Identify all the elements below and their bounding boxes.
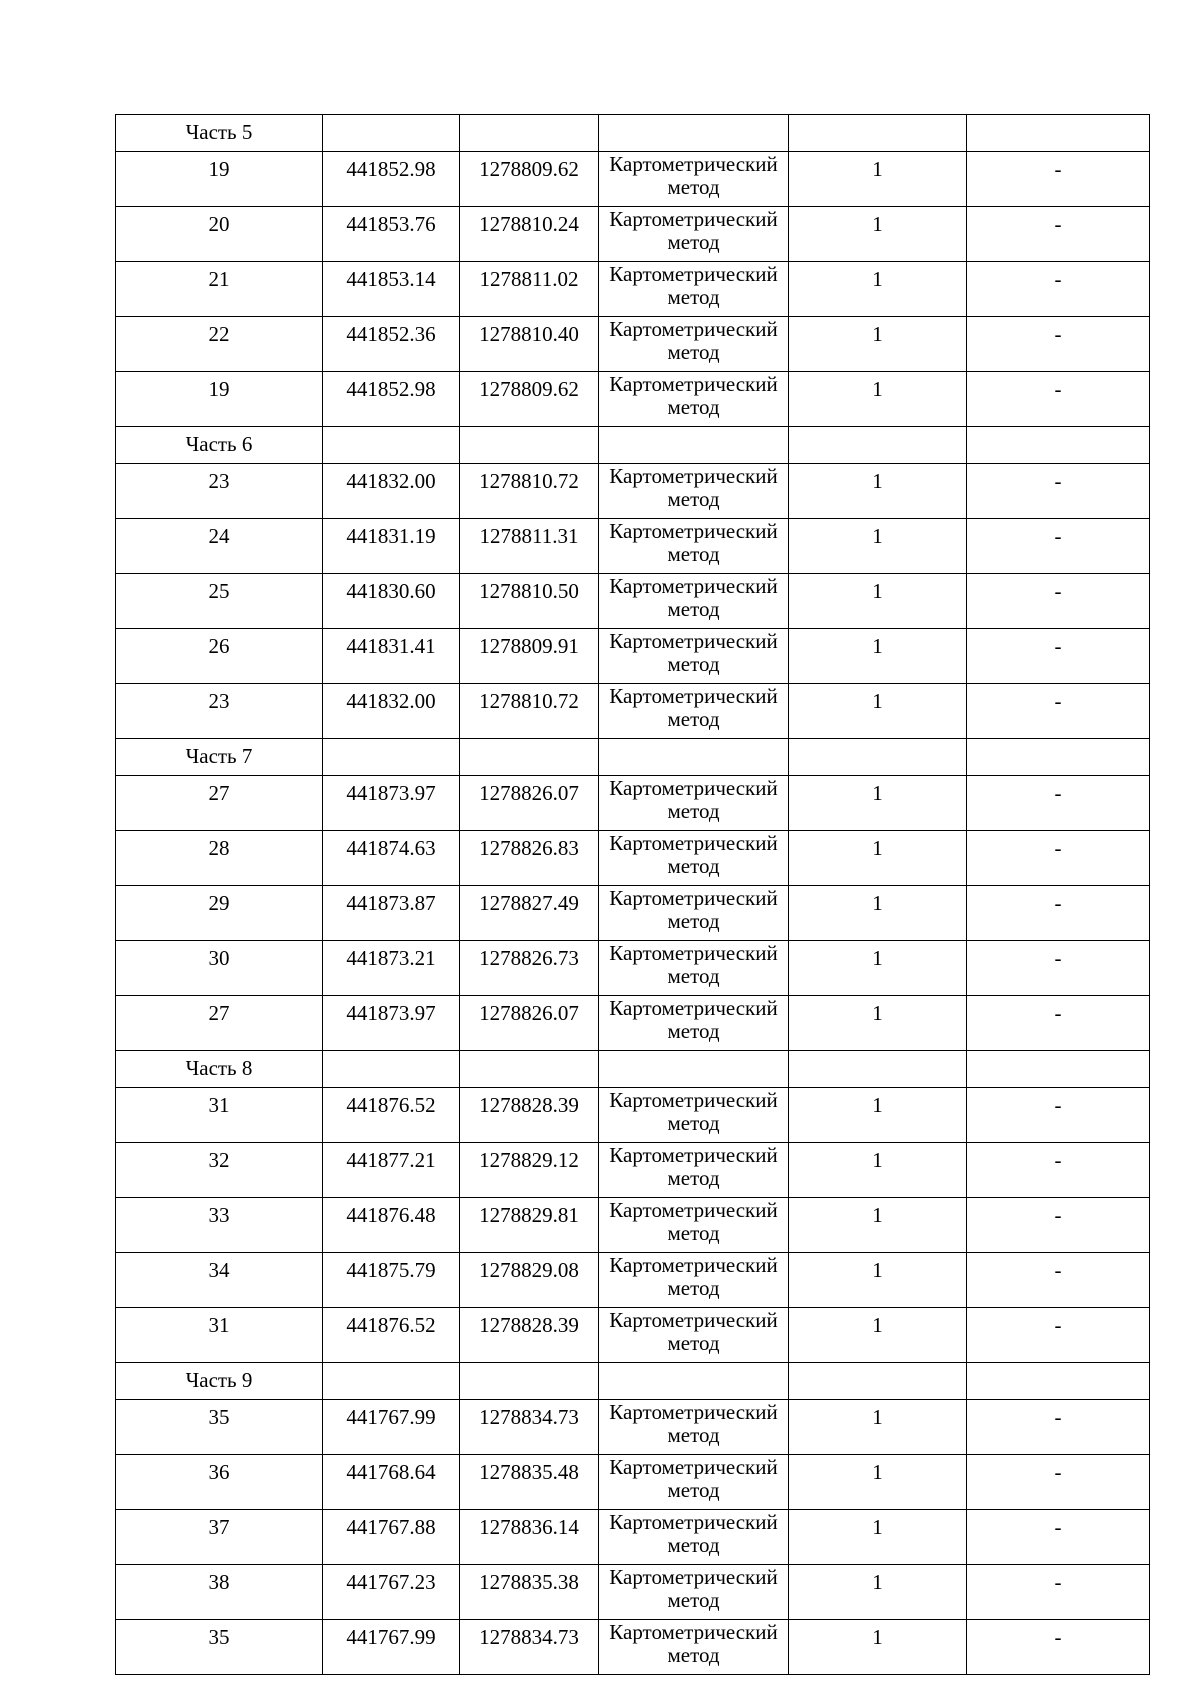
method-cell: Картометрический метод xyxy=(599,1198,789,1253)
accuracy-cell: 1 xyxy=(789,1620,967,1675)
point-number: 37 xyxy=(116,1510,323,1565)
accuracy-cell: 1 xyxy=(789,372,967,427)
note-cell: - xyxy=(967,1198,1150,1253)
accuracy-cell: 1 xyxy=(789,262,967,317)
point-number: 35 xyxy=(116,1400,323,1455)
point-number: 22 xyxy=(116,317,323,372)
method-cell: Картометрический метод xyxy=(599,1400,789,1455)
note-cell: - xyxy=(967,1088,1150,1143)
coord-x: 441873.87 xyxy=(323,886,460,941)
note-cell: - xyxy=(967,464,1150,519)
note-cell: - xyxy=(967,152,1150,207)
coord-x: 441832.00 xyxy=(323,464,460,519)
coord-y: 1278810.40 xyxy=(460,317,599,372)
empty-cell xyxy=(323,427,460,464)
coord-y: 1278810.72 xyxy=(460,464,599,519)
table-row xyxy=(116,1455,1150,1510)
note-cell: - xyxy=(967,1565,1150,1620)
accuracy-cell: 1 xyxy=(789,941,967,996)
part-label: Часть 8 xyxy=(116,1051,323,1088)
note-cell: - xyxy=(967,684,1150,739)
empty-cell xyxy=(460,739,599,776)
point-number: 24 xyxy=(116,519,323,574)
method-cell: Картометрический метод xyxy=(599,519,789,574)
accuracy-cell: 1 xyxy=(789,684,967,739)
coord-x: 441767.99 xyxy=(323,1620,460,1675)
empty-cell xyxy=(323,115,460,152)
method-cell: Картометрический метод xyxy=(599,262,789,317)
coord-y: 1278810.72 xyxy=(460,684,599,739)
accuracy-cell: 1 xyxy=(789,1510,967,1565)
empty-cell xyxy=(599,1051,789,1088)
coord-x: 441831.19 xyxy=(323,519,460,574)
coord-x: 441767.23 xyxy=(323,1565,460,1620)
empty-cell xyxy=(789,1363,967,1400)
coordinates-table xyxy=(115,114,1150,1675)
accuracy-cell: 1 xyxy=(789,1400,967,1455)
table-row xyxy=(116,1088,1150,1143)
note-cell: - xyxy=(967,1510,1150,1565)
coord-y: 1278809.91 xyxy=(460,629,599,684)
coord-x: 441853.76 xyxy=(323,207,460,262)
note-cell: - xyxy=(967,574,1150,629)
point-number: 27 xyxy=(116,776,323,831)
accuracy-cell: 1 xyxy=(789,1565,967,1620)
coord-y: 1278834.73 xyxy=(460,1400,599,1455)
table-row xyxy=(116,629,1150,684)
table-row xyxy=(116,317,1150,372)
accuracy-cell: 1 xyxy=(789,519,967,574)
note-cell: - xyxy=(967,941,1150,996)
coord-y: 1278811.31 xyxy=(460,519,599,574)
note-cell: - xyxy=(967,831,1150,886)
accuracy-cell: 1 xyxy=(789,776,967,831)
accuracy-cell: 1 xyxy=(789,886,967,941)
empty-cell xyxy=(967,739,1150,776)
coord-x: 441876.48 xyxy=(323,1198,460,1253)
table-row xyxy=(116,1308,1150,1363)
method-cell: Картометрический метод xyxy=(599,1088,789,1143)
method-cell: Картометрический метод xyxy=(599,886,789,941)
method-cell: Картометрический метод xyxy=(599,207,789,262)
note-cell: - xyxy=(967,317,1150,372)
point-number: 28 xyxy=(116,831,323,886)
table-row xyxy=(116,1198,1150,1253)
point-number: 29 xyxy=(116,886,323,941)
point-number: 19 xyxy=(116,372,323,427)
empty-cell xyxy=(789,1051,967,1088)
table-row xyxy=(116,1620,1150,1675)
coord-x: 441832.00 xyxy=(323,684,460,739)
empty-cell xyxy=(599,427,789,464)
table-row xyxy=(116,996,1150,1051)
method-cell: Картометрический метод xyxy=(599,1308,789,1363)
table-row xyxy=(116,574,1150,629)
point-number: 35 xyxy=(116,1620,323,1675)
coord-y: 1278828.39 xyxy=(460,1088,599,1143)
method-cell: Картометрический метод xyxy=(599,1143,789,1198)
coord-y: 1278826.73 xyxy=(460,941,599,996)
empty-cell xyxy=(967,427,1150,464)
table-row xyxy=(116,262,1150,317)
accuracy-cell: 1 xyxy=(789,1198,967,1253)
method-cell: Картометрический метод xyxy=(599,574,789,629)
coord-x: 441873.97 xyxy=(323,996,460,1051)
method-cell: Картометрический метод xyxy=(599,996,789,1051)
note-cell: - xyxy=(967,629,1150,684)
point-number: 25 xyxy=(116,574,323,629)
empty-cell xyxy=(460,1363,599,1400)
coord-x: 441830.60 xyxy=(323,574,460,629)
accuracy-cell: 1 xyxy=(789,1088,967,1143)
coord-y: 1278809.62 xyxy=(460,152,599,207)
method-cell: Картометрический метод xyxy=(599,1455,789,1510)
coord-x: 441767.99 xyxy=(323,1400,460,1455)
accuracy-cell: 1 xyxy=(789,1455,967,1510)
empty-cell xyxy=(460,427,599,464)
coord-y: 1278810.50 xyxy=(460,574,599,629)
empty-cell xyxy=(323,739,460,776)
coord-x: 441853.14 xyxy=(323,262,460,317)
point-number: 31 xyxy=(116,1308,323,1363)
part-header-row xyxy=(116,739,1150,776)
empty-cell xyxy=(789,115,967,152)
coord-x: 441875.79 xyxy=(323,1253,460,1308)
method-cell: Картометрический метод xyxy=(599,776,789,831)
point-number: 38 xyxy=(116,1565,323,1620)
note-cell: - xyxy=(967,1620,1150,1675)
point-number: 23 xyxy=(116,684,323,739)
note-cell: - xyxy=(967,1455,1150,1510)
part-header-row xyxy=(116,427,1150,464)
coord-x: 441768.64 xyxy=(323,1455,460,1510)
coord-y: 1278826.07 xyxy=(460,776,599,831)
table-row xyxy=(116,207,1150,262)
table-body xyxy=(116,115,1150,1675)
point-number: 23 xyxy=(116,464,323,519)
accuracy-cell: 1 xyxy=(789,464,967,519)
coord-y: 1278826.07 xyxy=(460,996,599,1051)
point-number: 27 xyxy=(116,996,323,1051)
part-label: Часть 7 xyxy=(116,739,323,776)
coord-y: 1278827.49 xyxy=(460,886,599,941)
table-row xyxy=(116,1565,1150,1620)
empty-cell xyxy=(967,1363,1150,1400)
empty-cell xyxy=(460,1051,599,1088)
table-row xyxy=(116,776,1150,831)
coord-y: 1278811.02 xyxy=(460,262,599,317)
accuracy-cell: 1 xyxy=(789,1253,967,1308)
method-cell: Картометрический метод xyxy=(599,464,789,519)
point-number: 30 xyxy=(116,941,323,996)
coord-y: 1278809.62 xyxy=(460,372,599,427)
note-cell: - xyxy=(967,207,1150,262)
point-number: 21 xyxy=(116,262,323,317)
empty-cell xyxy=(599,1363,789,1400)
point-number: 32 xyxy=(116,1143,323,1198)
point-number: 20 xyxy=(116,207,323,262)
empty-cell xyxy=(599,739,789,776)
coord-y: 1278835.48 xyxy=(460,1455,599,1510)
note-cell: - xyxy=(967,1253,1150,1308)
coord-x: 441767.88 xyxy=(323,1510,460,1565)
point-number: 36 xyxy=(116,1455,323,1510)
accuracy-cell: 1 xyxy=(789,152,967,207)
coord-y: 1278829.08 xyxy=(460,1253,599,1308)
table-row xyxy=(116,152,1150,207)
coord-x: 441873.97 xyxy=(323,776,460,831)
method-cell: Картометрический метод xyxy=(599,317,789,372)
coord-y: 1278835.38 xyxy=(460,1565,599,1620)
note-cell: - xyxy=(967,886,1150,941)
table-row xyxy=(116,1400,1150,1455)
table-row xyxy=(116,831,1150,886)
accuracy-cell: 1 xyxy=(789,207,967,262)
empty-cell xyxy=(967,115,1150,152)
point-number: 34 xyxy=(116,1253,323,1308)
part-header-row xyxy=(116,115,1150,152)
empty-cell xyxy=(789,427,967,464)
table-row xyxy=(116,684,1150,739)
table-row xyxy=(116,1253,1150,1308)
method-cell: Картометрический метод xyxy=(599,1565,789,1620)
empty-cell xyxy=(323,1051,460,1088)
coord-y: 1278810.24 xyxy=(460,207,599,262)
coord-y: 1278828.39 xyxy=(460,1308,599,1363)
note-cell: - xyxy=(967,996,1150,1051)
coord-x: 441852.98 xyxy=(323,372,460,427)
empty-cell xyxy=(460,115,599,152)
table-row xyxy=(116,1510,1150,1565)
coord-x: 441877.21 xyxy=(323,1143,460,1198)
table-row xyxy=(116,1143,1150,1198)
note-cell: - xyxy=(967,1400,1150,1455)
part-label: Часть 5 xyxy=(116,115,323,152)
table-row xyxy=(116,886,1150,941)
accuracy-cell: 1 xyxy=(789,831,967,886)
note-cell: - xyxy=(967,519,1150,574)
part-header-row xyxy=(116,1363,1150,1400)
coord-y: 1278829.81 xyxy=(460,1198,599,1253)
point-number: 33 xyxy=(116,1198,323,1253)
method-cell: Картометрический метод xyxy=(599,684,789,739)
coord-x: 441876.52 xyxy=(323,1088,460,1143)
method-cell: Картометрический метод xyxy=(599,372,789,427)
empty-cell xyxy=(789,739,967,776)
part-header-row xyxy=(116,1051,1150,1088)
accuracy-cell: 1 xyxy=(789,574,967,629)
method-cell: Картометрический метод xyxy=(599,152,789,207)
part-label: Часть 6 xyxy=(116,427,323,464)
method-cell: Картометрический метод xyxy=(599,1253,789,1308)
table-row xyxy=(116,941,1150,996)
coord-x: 441873.21 xyxy=(323,941,460,996)
point-number: 26 xyxy=(116,629,323,684)
note-cell: - xyxy=(967,372,1150,427)
method-cell: Картометрический метод xyxy=(599,1620,789,1675)
empty-cell xyxy=(599,115,789,152)
coord-y: 1278829.12 xyxy=(460,1143,599,1198)
note-cell: - xyxy=(967,1308,1150,1363)
coord-y: 1278836.14 xyxy=(460,1510,599,1565)
table-row xyxy=(116,464,1150,519)
coord-x: 441874.63 xyxy=(323,831,460,886)
method-cell: Картометрический метод xyxy=(599,1510,789,1565)
accuracy-cell: 1 xyxy=(789,1308,967,1363)
accuracy-cell: 1 xyxy=(789,629,967,684)
part-label: Часть 9 xyxy=(116,1363,323,1400)
coord-x: 441852.98 xyxy=(323,152,460,207)
accuracy-cell: 1 xyxy=(789,996,967,1051)
coord-x: 441831.41 xyxy=(323,629,460,684)
note-cell: - xyxy=(967,262,1150,317)
point-number: 31 xyxy=(116,1088,323,1143)
coord-y: 1278826.83 xyxy=(460,831,599,886)
coord-x: 441876.52 xyxy=(323,1308,460,1363)
note-cell: - xyxy=(967,1143,1150,1198)
note-cell: - xyxy=(967,776,1150,831)
point-number: 19 xyxy=(116,152,323,207)
coord-y: 1278834.73 xyxy=(460,1620,599,1675)
empty-cell xyxy=(323,1363,460,1400)
coord-x: 441852.36 xyxy=(323,317,460,372)
empty-cell xyxy=(967,1051,1150,1088)
table-row xyxy=(116,519,1150,574)
method-cell: Картометрический метод xyxy=(599,831,789,886)
accuracy-cell: 1 xyxy=(789,317,967,372)
method-cell: Картометрический метод xyxy=(599,941,789,996)
table-row xyxy=(116,372,1150,427)
accuracy-cell: 1 xyxy=(789,1143,967,1198)
method-cell: Картометрический метод xyxy=(599,629,789,684)
